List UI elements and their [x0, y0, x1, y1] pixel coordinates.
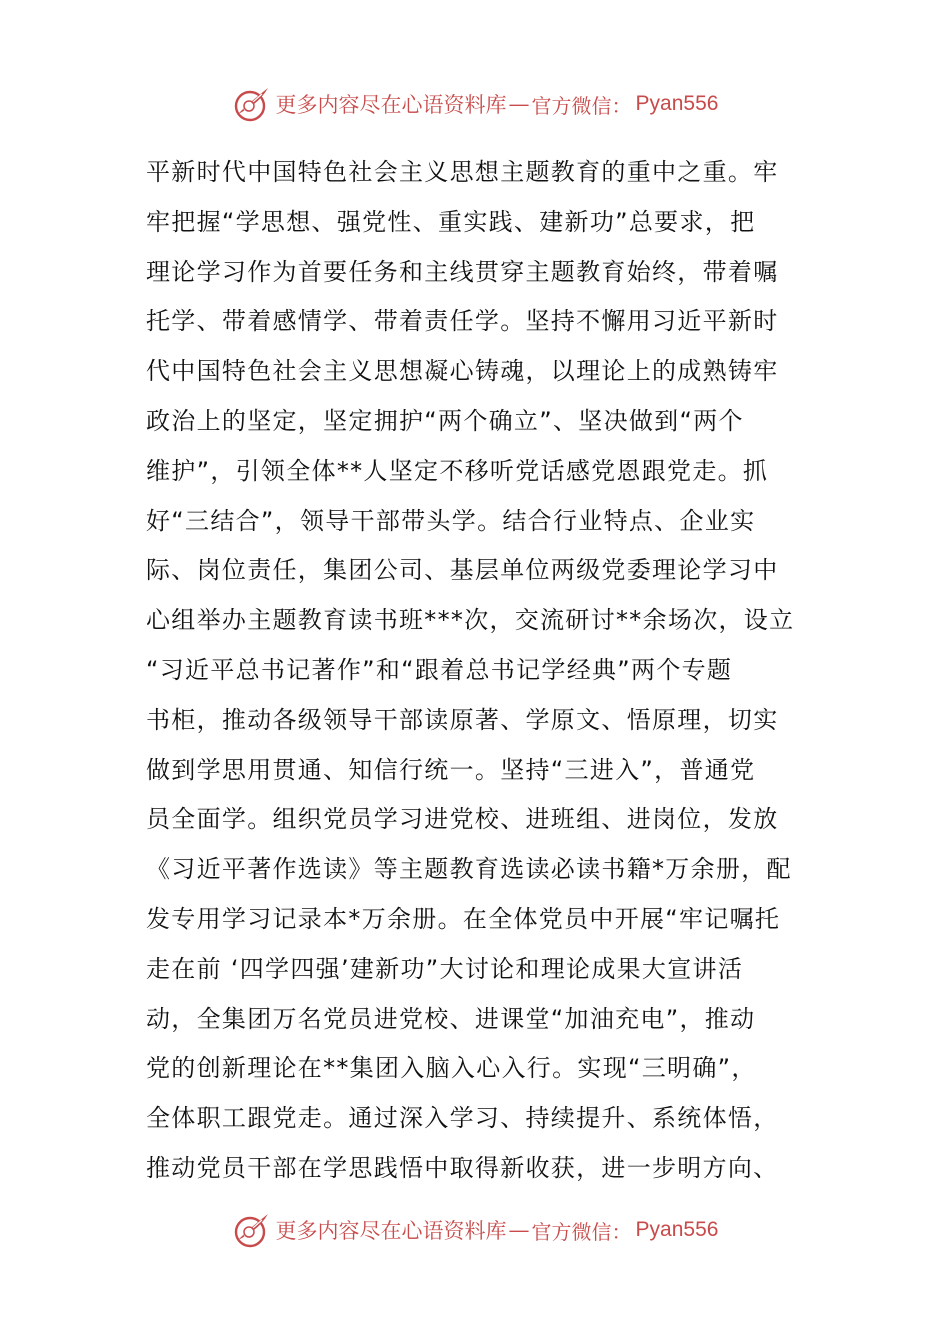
header-banner: [0, 82, 950, 126]
body-line: 代中国特色社会主义思想凝心铸魂，以理论上的成熟铸牢: [146, 357, 779, 386]
banner-brand-text: 更多内容尽在心语资料库: [275, 1219, 507, 1243]
body-line: 全体职工跟党走。通过深入学习、持续提升、系统体悟，: [146, 1104, 779, 1133]
body-line: 推动党员干部在学思践悟中取得新收获，进一步明方向、: [146, 1153, 779, 1182]
body-line: 书柜，推动各级领导干部读原著、学原文、悟原理，切实: [146, 705, 779, 734]
body-line: “习近平总书记著作”和“跟着总书记学经典”两个专题: [146, 655, 733, 684]
document-body: [146, 148, 816, 1194]
body-line: 政治上的坚定，坚定拥护“两个确立”、坚决做到“两个: [146, 406, 744, 435]
banner-dash: —: [508, 1218, 530, 1242]
body-line: 心组举办主题教育读书班***次，交流研讨**余场次，设立: [146, 606, 795, 635]
body-line: 党的创新理论在**集团入脑入心入行。实现“三明确”，: [146, 1054, 757, 1083]
body-line: 托学、带着感情学、带着责任学。坚持不懈用习近平新时: [146, 307, 779, 336]
banner-wechat-id: Pyan556: [635, 92, 719, 115]
body-line: 做到学思用贯通、知信行统一。坚持“三进入”，普通党: [146, 755, 756, 784]
body-line: 走在前 ‘四学四强’建新功”大讨论和理论成果大宣讲活: [146, 954, 744, 983]
body-line: 维护”，引领全体**人坚定不移听党话感党恩跟党走。抓: [146, 456, 769, 485]
body-line: 平新时代中国特色社会主义思想主题教育的重中之重。牢: [146, 158, 779, 186]
banner-wechat-id: Pyan556: [635, 1218, 719, 1241]
body-line: 员全面学。组织党员学习进党校、进班组、进岗位，发放: [146, 805, 779, 834]
banner-wechat-label: 官方微信：: [531, 93, 632, 118]
body-line: 理论学习作为首要任务和主线贯穿主题教育始终，带着嘱: [146, 257, 779, 286]
body-line: 动，全集团万名党员进党校、进课堂“加油充电”，推动: [146, 1004, 756, 1033]
banner-wechat-label: 官方微信：: [531, 1219, 632, 1244]
footer-banner: [0, 1208, 950, 1252]
body-line: 发专用学习记录本*万余册。在全体党员中开展“牢记嘱托: [146, 904, 781, 933]
banner-brand-text: 更多内容尽在心语资料库: [275, 93, 507, 117]
body-line: 《习近平著作选读》等主题教育选读必读书籍*万余册，配: [146, 855, 792, 884]
body-line: 好“三结合”，领导干部带头学。结合行业特点、企业实: [146, 506, 756, 535]
body-line: 际、岗位责任，集团公司、基层单位两级党委理论学习中: [146, 556, 779, 585]
banner-dash: —: [508, 92, 530, 116]
body-line: 牢把握“学思想、强党性、重实践、建新功”总要求，把: [146, 207, 756, 236]
quill-logo-icon: [232, 84, 272, 124]
quill-logo-icon: [232, 1210, 272, 1250]
